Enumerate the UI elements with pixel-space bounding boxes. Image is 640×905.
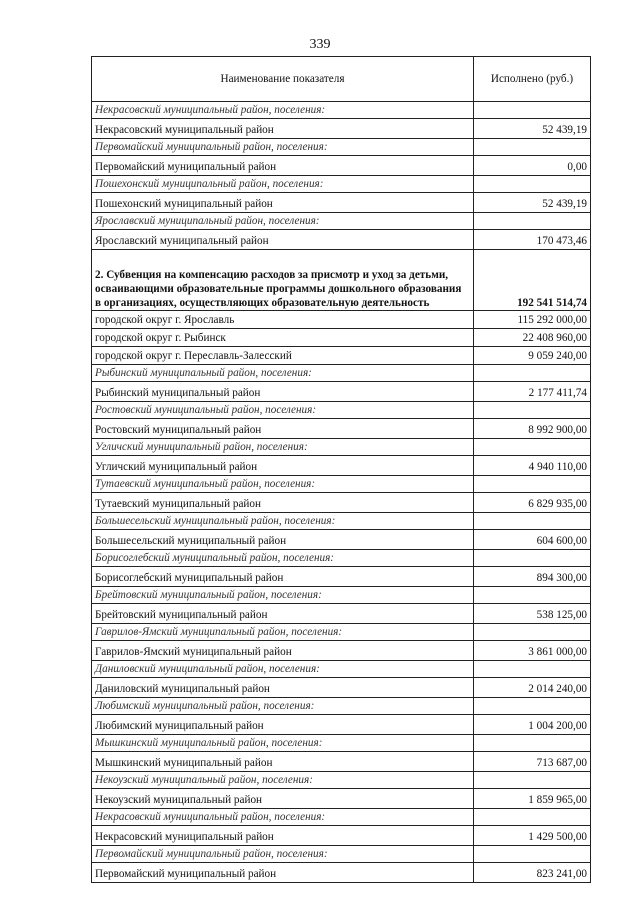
row-name-cell: Первомайский муниципальный район, поселения: xyxy=(92,846,474,863)
group-row xyxy=(92,176,591,193)
row-amount-cell xyxy=(474,587,591,604)
section-row xyxy=(92,250,591,311)
row-amount-cell: 9 059 240,00 xyxy=(474,347,591,365)
row-name-cell: Первомайский муниципальный район xyxy=(92,156,474,176)
city-row xyxy=(92,329,591,347)
row-amount-cell xyxy=(474,513,591,530)
row-amount-cell xyxy=(474,176,591,193)
header-amount-cell: Исполнено (руб.) xyxy=(474,57,591,102)
row-amount-cell: 2 177 411,74 xyxy=(474,382,591,402)
row-amount-cell xyxy=(474,402,591,419)
row-amount-cell: 0,00 xyxy=(474,156,591,176)
district-row xyxy=(92,419,591,439)
row-amount-cell: 894 300,00 xyxy=(474,567,591,587)
row-amount-cell xyxy=(474,735,591,752)
row-name-cell: Некрасовский муниципальный район xyxy=(92,119,474,139)
group-row xyxy=(92,213,591,230)
row-name-cell: 2. Субвенция на компенсацию расходов за присмотр и уход за детьми, осваивающими образовательные программы дошкольного образования в организациях, осуществляющих образовательную деятельность xyxy=(92,250,474,311)
row-name-cell: Борисоглебский муниципальный район, поселения: xyxy=(92,550,474,567)
group-row xyxy=(92,476,591,493)
row-name-cell: Любимский муниципальный район, поселения: xyxy=(92,698,474,715)
row-amount-cell xyxy=(474,139,591,156)
row-amount-cell: 4 940 110,00 xyxy=(474,456,591,476)
district-row xyxy=(92,641,591,661)
row-name-cell: Угличский муниципальный район, поселения: xyxy=(92,439,474,456)
district-row xyxy=(92,193,591,213)
district-row xyxy=(92,715,591,735)
row-name-cell: Брейтовский муниципальный район xyxy=(92,604,474,624)
row-name-cell: Некрасовский муниципальный район xyxy=(92,826,474,846)
city-row xyxy=(92,311,591,329)
row-amount-cell xyxy=(474,102,591,119)
page-number: 339 xyxy=(309,37,331,52)
row-name-cell: Гаврилов-Ямский муниципальный район, поселения: xyxy=(92,624,474,641)
row-name-cell: Пошехонский муниципальный район xyxy=(92,193,474,213)
header-name-cell: Наименование показателя xyxy=(92,57,474,102)
district-row xyxy=(92,119,591,139)
district-row xyxy=(92,604,591,624)
row-name-cell: Некоузский муниципальный район, поселения: xyxy=(92,772,474,789)
row-amount-cell: 604 600,00 xyxy=(474,530,591,550)
row-amount-cell: 1 004 200,00 xyxy=(474,715,591,735)
row-amount-cell: 8 992 900,00 xyxy=(474,419,591,439)
district-row xyxy=(92,456,591,476)
district-row xyxy=(92,382,591,402)
district-row xyxy=(92,530,591,550)
row-name-cell: Любимский муниципальный район xyxy=(92,715,474,735)
row-name-cell: Даниловский муниципальный район xyxy=(92,678,474,698)
row-name-cell: Тутаевский муниципальный район, поселения: xyxy=(92,476,474,493)
row-amount-cell xyxy=(474,809,591,826)
district-row xyxy=(92,678,591,698)
group-row xyxy=(92,139,591,156)
row-amount-cell xyxy=(474,846,591,863)
row-amount-cell: 2 014 240,00 xyxy=(474,678,591,698)
group-row xyxy=(92,772,591,789)
row-amount-cell: 1 859 965,00 xyxy=(474,789,591,809)
row-name-cell: Ярославский муниципальный район xyxy=(92,230,474,250)
row-amount-cell: 192 541 514,74 xyxy=(474,250,591,311)
row-name-cell: Мышкинский муниципальный район xyxy=(92,752,474,772)
district-row xyxy=(92,789,591,809)
row-amount-cell xyxy=(474,213,591,230)
district-row xyxy=(92,230,591,250)
row-amount-cell: 115 292 000,00 xyxy=(474,311,591,329)
group-row xyxy=(92,439,591,456)
row-name-cell: Рыбинский муниципальный район, поселения: xyxy=(92,365,474,382)
row-amount-cell: 52 439,19 xyxy=(474,119,591,139)
district-row xyxy=(92,156,591,176)
row-amount-cell: 170 473,46 xyxy=(474,230,591,250)
row-name-cell: Борисоглебский муниципальный район xyxy=(92,567,474,587)
row-name-cell: Некрасовский муниципальный район, поселения: xyxy=(92,102,474,119)
table-body xyxy=(92,57,591,883)
row-name-cell: Большесельский муниципальный район, поселения: xyxy=(92,513,474,530)
row-amount-cell: 3 861 000,00 xyxy=(474,641,591,661)
district-row xyxy=(92,493,591,513)
district-row xyxy=(92,863,591,883)
row-name-cell: Первомайский муниципальный район xyxy=(92,863,474,883)
row-amount-cell: 1 429 500,00 xyxy=(474,826,591,846)
row-amount-cell xyxy=(474,698,591,715)
row-amount-cell: 823 241,00 xyxy=(474,863,591,883)
group-row xyxy=(92,513,591,530)
row-name-cell: Рыбинский муниципальный район xyxy=(92,382,474,402)
row-amount-cell xyxy=(474,624,591,641)
group-row xyxy=(92,402,591,419)
group-row xyxy=(92,735,591,752)
group-row xyxy=(92,365,591,382)
row-amount-cell: 52 439,19 xyxy=(474,193,591,213)
row-amount-cell xyxy=(474,365,591,382)
row-amount-cell xyxy=(474,476,591,493)
row-name-cell: городской округ г. Рыбинск xyxy=(92,329,474,347)
row-name-cell: Гаврилов-Ямский муниципальный район xyxy=(92,641,474,661)
row-name-cell: городской округ г. Переславль-Залесский xyxy=(92,347,474,365)
row-name-cell: Первомайский муниципальный район, поселения: xyxy=(92,139,474,156)
row-amount-cell xyxy=(474,772,591,789)
row-name-cell: городской округ г. Ярославль xyxy=(92,311,474,329)
district-row xyxy=(92,567,591,587)
row-amount-cell xyxy=(474,439,591,456)
budget-table xyxy=(91,56,591,883)
row-name-cell: Мышкинский муниципальный район, поселения: xyxy=(92,735,474,752)
row-amount-cell: 6 829 935,00 xyxy=(474,493,591,513)
row-amount-cell xyxy=(474,550,591,567)
table-header-row xyxy=(92,57,591,102)
row-name-cell: Пошехонский муниципальный район, поселения: xyxy=(92,176,474,193)
group-row xyxy=(92,587,591,604)
group-row xyxy=(92,624,591,641)
group-row xyxy=(92,698,591,715)
group-row xyxy=(92,846,591,863)
row-name-cell: Брейтовский муниципальный район, поселения: xyxy=(92,587,474,604)
row-name-cell: Некоузский муниципальный район xyxy=(92,789,474,809)
row-name-cell: Ярославский муниципальный район, поселения: xyxy=(92,213,474,230)
city-row xyxy=(92,347,591,365)
row-amount-cell: 713 687,00 xyxy=(474,752,591,772)
district-row xyxy=(92,826,591,846)
row-name-cell: Ростовский муниципальный район xyxy=(92,419,474,439)
row-amount-cell: 538 125,00 xyxy=(474,604,591,624)
district-row xyxy=(92,752,591,772)
row-name-cell: Даниловский муниципальный район, поселения: xyxy=(92,661,474,678)
row-amount-cell xyxy=(474,661,591,678)
group-row xyxy=(92,661,591,678)
group-row xyxy=(92,809,591,826)
row-amount-cell: 22 408 960,00 xyxy=(474,329,591,347)
row-name-cell: Некрасовский муниципальный район, поселения: xyxy=(92,809,474,826)
group-row xyxy=(92,102,591,119)
row-name-cell: Тутаевский муниципальный район xyxy=(92,493,474,513)
group-row xyxy=(92,550,591,567)
row-name-cell: Большесельский муниципальный район xyxy=(92,530,474,550)
row-name-cell: Ростовский муниципальный район, поселения: xyxy=(92,402,474,419)
row-name-cell: Угличский муниципальный район xyxy=(92,456,474,476)
